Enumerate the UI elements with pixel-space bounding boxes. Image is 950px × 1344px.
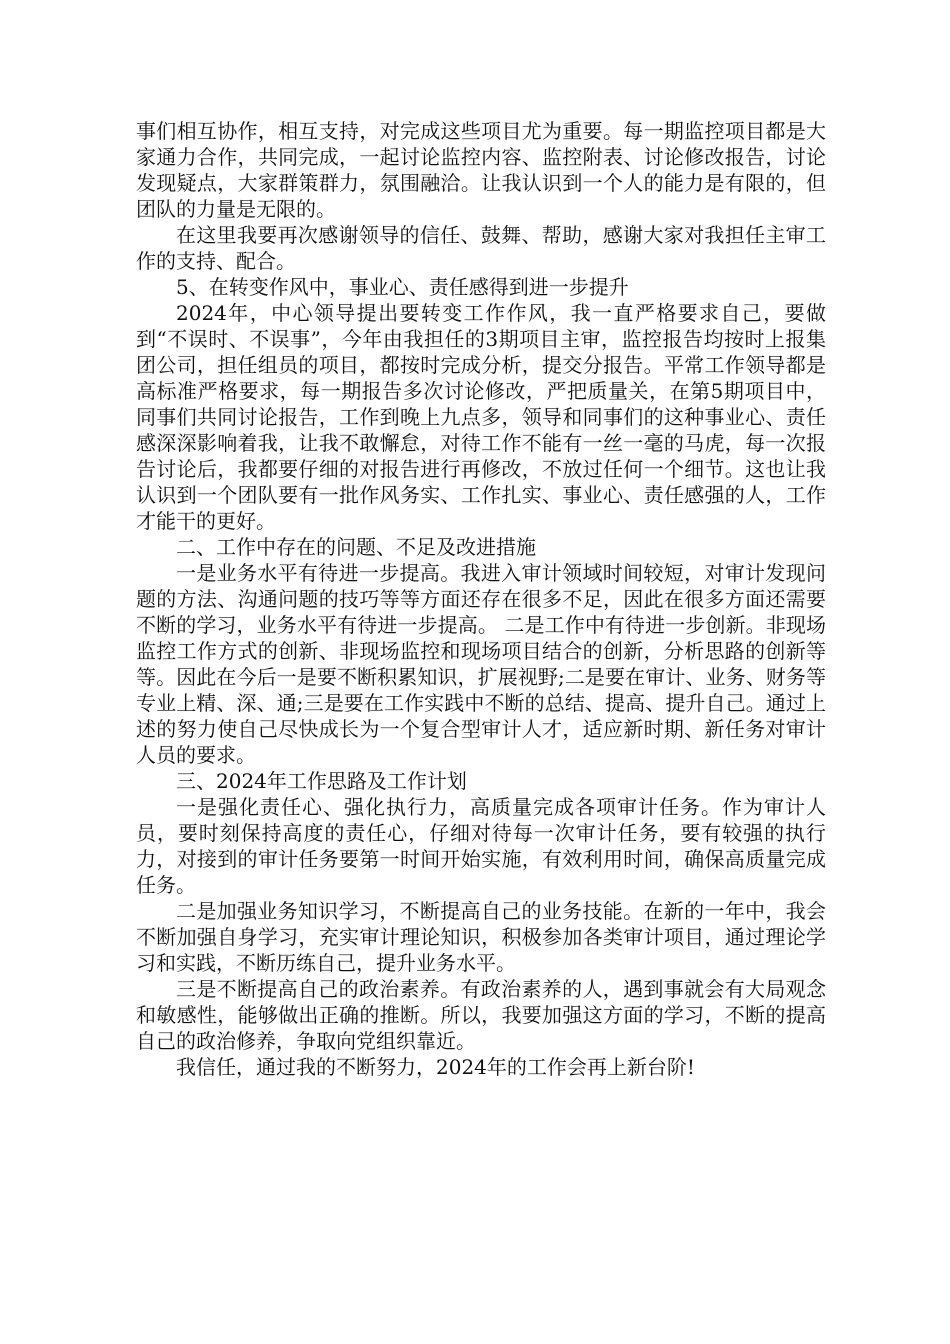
document-page — [136, 118, 826, 1080]
paragraph-problems: 一是业务水平有待进一步提高。我进入审计领域时间较短，对审计发现问题的方法、沟通问题的技巧等等方面还存在很多不足，因此在很多方面还需要不断的学习，业务水平有待进一步提高。 二是工作中有待进一步创新。非现场监控工作方式的创新、非现场监控和现场项目结合的创新，分析思路的创新等等。因此在今后一是要不断积累知识，扩展视野;二是要在审计、业务、财务等专业上精、深、通;三是要在工作实践中不断的总结、提高、提升自己。通过上述的努力使自己尽快成长为一个复合型审计人才，适应新时期、新任务对审计人员的要求。 — [136, 561, 826, 767]
paragraph-plan-2: 二是加强业务知识学习，不断提高自己的业务技能。在新的一年中，我会不断加强自身学习，充实审计理论知识，积极参加各类审计项目，通过理论学习和实践，不断历练自己，提升业务水平。 — [136, 899, 826, 975]
paragraph-plan-1: 一是强化责任心、强化执行力，高质量完成各项审计任务。作为审计人员，要时刻保持高度的责任心，仔细对待每一次审计任务，要有较强的执行力，对接到的审计任务要第一时间开始实施，有效利用时间，确保高质量完成任务。 — [136, 795, 826, 897]
section-heading-5: 5、在转变作风中，事业心、责任感得到进一步提升 — [176, 275, 629, 299]
section-heading-problems: 二、工作中存在的问题、不足及改进措施 — [176, 535, 536, 559]
paragraph-teamwork-continued: 事们相互协作，相互支持，对完成这些项目尤为重要。每一期监控项目都是大家通力合作，共同完成，一起讨论监控内容、监控附表、讨论修改报告，讨论发现疑点，大家群策群力，氛围融洽。让我认识到一个人的能力是有限的，但团队的力量是无限的。 — [136, 119, 826, 221]
paragraph-plan-3: 三是不断提高自己的政治素养。有政治素养的人，遇到事就会有大局观念和敏感性，能够做出正确的推断。所以，我要加强这方面的学习，不断的提高自己的政治修养，争取向党组织靠近。 — [136, 977, 826, 1053]
paragraph-closing: 我信任，通过我的不断努力，2024年的工作会再上新台阶! — [176, 1055, 695, 1079]
paragraph-thanks: 在这里我要再次感谢领导的信任、鼓舞、帮助，感谢大家对我担任主审工作的支持、配合。 — [136, 223, 826, 273]
section-heading-plan: 三、2024年工作思路及工作计划 — [176, 769, 467, 793]
paragraph-work-style: 2024年，中心领导提出要转变工作作风，我一直严格要求自己，要做到“不误时、不误事”，今年由我担任的3期项目主审，监控报告均按时上报集团公司，担任组员的项目，都按时完成分析，提交分报告。平常工作领导都是高标准严格要求，每一期报告多次讨论修改，严把质量关，在第5期项目中，同事们共同讨论报告，工作到晚上九点多，领导和同事们的这种事业心、责任感深深影响着我，让我不敢懈怠，对待工作不能有一丝一毫的马虎，每一次报告讨论后，我都要仔细的对报告进行再修改，不放过任何一个细节。这也让我认识到一个团队要有一批作风务实、工作扎实、事业心、责任感强的人，工作才能干的更好。 — [136, 301, 826, 533]
